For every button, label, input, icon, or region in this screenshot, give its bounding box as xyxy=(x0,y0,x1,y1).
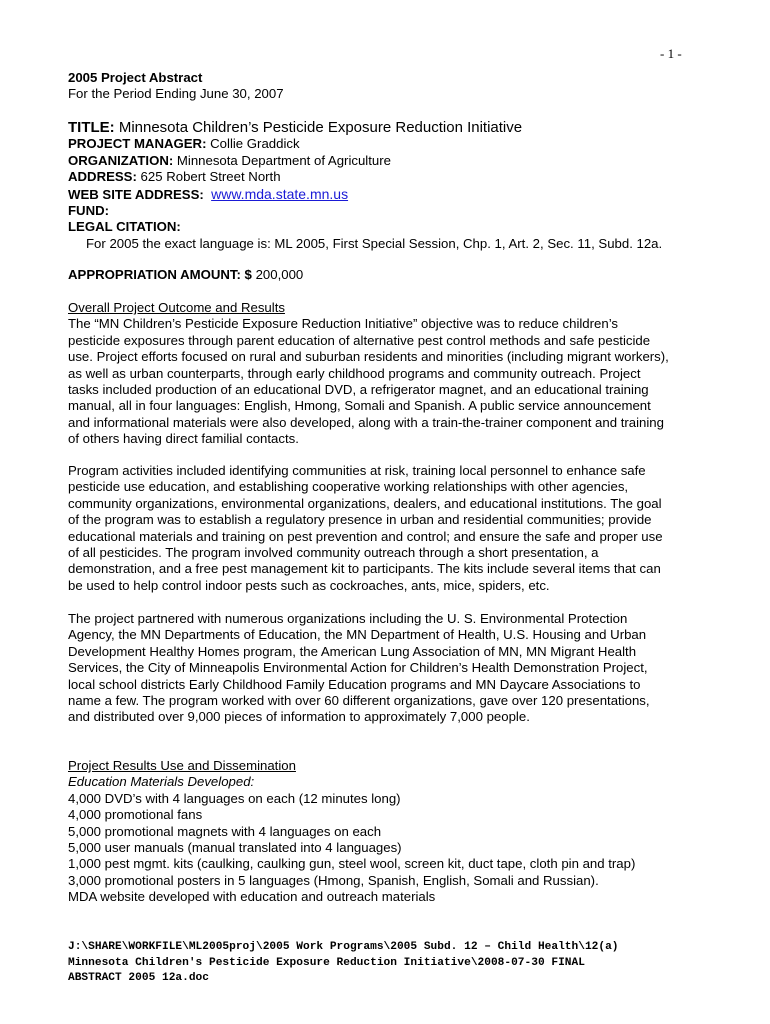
paragraph-line: local school districts Early Childhood Family Education programs and MN Daycare Associations to xyxy=(68,676,641,692)
outcome-paragraph-3 xyxy=(68,611,650,726)
list-item: 5,000 user manuals (manual translated into 4 languages) xyxy=(68,840,402,856)
paragraph-line: educational materials and training on pest prevention and control; and ensure the safe and proper use xyxy=(68,528,663,544)
period-line: For the Period Ending June 30, 2007 xyxy=(68,86,284,102)
abstract-header xyxy=(68,70,284,103)
paragraph-line: and distributed over 9,000 pieces of information to approximately 7,000 people. xyxy=(68,709,530,725)
website-label: WEB SITE ADDRESS: xyxy=(68,186,204,202)
manager-value: Collie Graddick xyxy=(210,136,300,152)
dissemination-heading: Project Results Use and Dissemination xyxy=(68,758,296,773)
outcome-paragraph-1 xyxy=(68,316,669,447)
title-value: Minnesota Children’s Pesticide Exposure Reduction Initiative xyxy=(118,119,523,136)
legal-citation-value: For 2005 the exact language is: ML 2005, First Special Session, Chp. 1, Art. 2, Sec. 11, Subd. 12a. xyxy=(86,235,663,251)
paragraph-line: be used to help control indoor pests such as cockroaches, ants, mice, spiders, etc. xyxy=(68,577,550,593)
dissemination-section xyxy=(68,758,635,906)
file-path-footer xyxy=(68,940,728,987)
outcome-section xyxy=(68,300,669,448)
list-item: 4,000 DVD’s with 4 languages on each (12 minutes long) xyxy=(68,790,401,806)
list-item: MDA website developed with education and outreach materials xyxy=(68,889,436,905)
abstract-title: 2005 Project Abstract xyxy=(68,70,203,85)
outcome-paragraph-2 xyxy=(68,463,663,594)
paragraph-line: Services, the City of Minneapolis Environmental Action for Children’s Health Demonstration Project, xyxy=(68,660,648,676)
title-label: TITLE: xyxy=(68,119,115,136)
paragraph-line: of all pesticides. The program involved community outreach through a short presentation, a xyxy=(68,545,599,561)
footer-line: ABSTRACT 2005 12a.doc xyxy=(68,972,209,984)
paragraph-line: tasks included production of an educational DVD, a refrigerator magnet, and an educational training xyxy=(68,382,649,398)
address-line xyxy=(68,169,662,185)
appropriation-label: APPROPRIATION AMOUNT: $ xyxy=(68,267,252,282)
list-item: 5,000 promotional magnets with 4 languages on each xyxy=(68,823,382,839)
manager-line xyxy=(68,136,662,152)
organization-label: ORGANIZATION: xyxy=(68,152,174,168)
manager-label: PROJECT MANAGER: xyxy=(68,136,207,152)
paragraph-line: use. Project efforts focused on rural and suburban residents and minorities (including migrant workers), xyxy=(68,349,669,365)
paragraph-line: The project partnered with numerous organizations including the U. S. Environmental Protection xyxy=(68,611,628,626)
footer-line: Minnesota Children's Pesticide Exposure Reduction Initiative\2008-07-30 FINAL xyxy=(68,956,585,969)
paragraph-line: community organizations, environmental organizations, dealers, and educational institutions. The goal xyxy=(68,495,662,511)
footer-line: J:\SHARE\WORKFILE\ML2005proj\2005 Work Programs\2005 Subd. 12 – Child Health\12(a) xyxy=(68,941,619,953)
paragraph-line: and informational materials were also developed, along with a train-the-trainer component and training xyxy=(68,414,664,430)
project-fields xyxy=(68,120,662,252)
paragraph-line: of others having direct familial contacts. xyxy=(68,431,299,447)
paragraph-line: Development Healthy Homes program, the American Lung Association of MN, MN Migrant Health xyxy=(68,643,637,659)
website-line xyxy=(68,186,662,203)
website-link[interactable]: www.mda.state.mn.us xyxy=(211,185,349,202)
paragraph-line: The “MN Children’s Pesticide Exposure Reduction Initiative” objective was to reduce children’s xyxy=(68,316,618,332)
outcome-heading: Overall Project Outcome and Results xyxy=(68,300,285,315)
materials-subheading: Education Materials Developed: xyxy=(68,774,255,790)
legal-citation-label: LEGAL CITATION: xyxy=(68,219,181,235)
page-number: - 1 - xyxy=(660,46,682,61)
paragraph-line: Agency, the MN Departments of Education, the MN Department of Health, U.S. Housing and Urban xyxy=(68,627,647,643)
organization-line xyxy=(68,153,662,169)
appropriation-line xyxy=(68,267,303,283)
fund-label: FUND: xyxy=(68,203,110,219)
list-item: 3,000 promotional posters in 5 languages (Hmong, Spanish, English, Somali and Russian). xyxy=(68,872,599,888)
appropriation-value: 200,000 xyxy=(255,267,304,282)
address-label: ADDRESS: xyxy=(68,169,137,185)
paragraph-line: pesticide use education, and establishing cooperative working relationships with other agencies, xyxy=(68,479,629,495)
paragraph-line: pesticide exposures through parent education of alternative pest control methods and safe pesticide xyxy=(68,332,651,348)
paragraph-line: Program activities included identifying communities at risk, training local personnel to enhance safe xyxy=(68,463,646,478)
paragraph-line: demonstration, and a free pest management kit to participants. The kits include several items that can xyxy=(68,561,661,577)
list-item: 4,000 promotional fans xyxy=(68,807,203,823)
title-line xyxy=(68,120,662,136)
paragraph-line: manual, all in four languages: English, Hmong, Somali and Spanish. A public service announcement xyxy=(68,398,651,414)
paragraph-line: as well as urban counterparts, through early childhood programs and community outreach. Project xyxy=(68,365,641,381)
organization-value: Minnesota Department of Agriculture xyxy=(176,152,391,168)
paragraph-line: name a few. The program worked with over 60 different organizations, gave over 120 presentations, xyxy=(68,693,650,709)
address-value: 625 Robert Street North xyxy=(140,169,281,185)
paragraph-line: of the program was to establish a regulatory presence in urban and residential communities; provide xyxy=(68,512,652,528)
list-item: 1,000 pest mgmt. kits (caulking, caulking gun, steel wool, screen kit, duct tape, cloth pin and trap) xyxy=(68,856,636,872)
